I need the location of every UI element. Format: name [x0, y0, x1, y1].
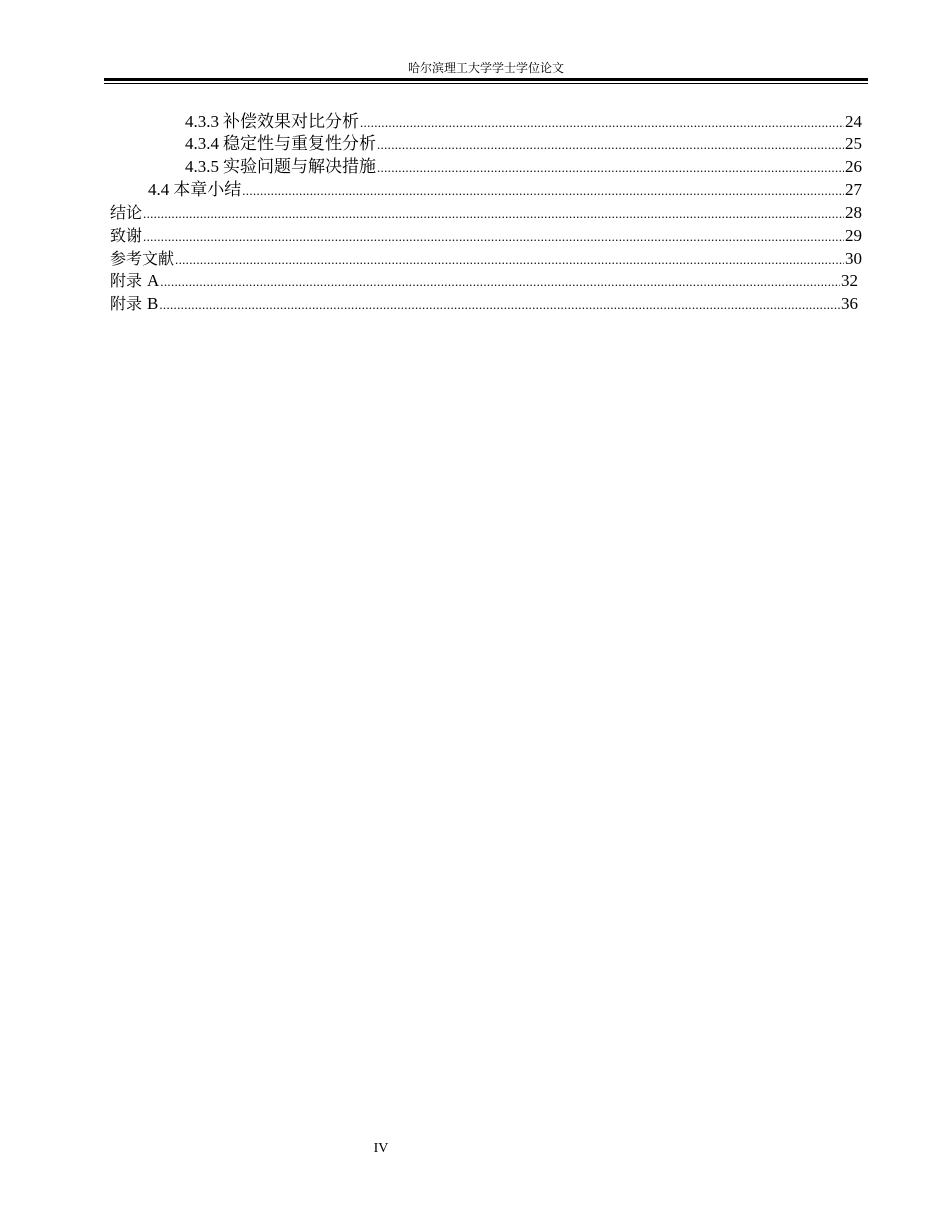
toc-entry-suffix: A — [147, 271, 160, 290]
toc-entry-appendix-b[interactable] — [110, 293, 858, 315]
toc-entry-page: 36 — [841, 294, 858, 313]
page-number: IV — [373, 1141, 389, 1156]
toc-entry-4-4[interactable] — [148, 179, 862, 201]
toc-entry-title: 补偿效果对比分析 — [223, 112, 359, 131]
toc-entry-title: 附录 — [110, 294, 143, 313]
dot-leader — [360, 112, 844, 134]
toc-entry-title: 稳定性与重复性分析 — [223, 134, 376, 153]
toc-entry-page: 28 — [845, 203, 862, 222]
toc-entry-title: 本章小结 — [173, 180, 242, 199]
header-rule — [104, 78, 868, 84]
toc-entry-title: 参考文献 — [110, 249, 175, 268]
dot-leader — [159, 294, 840, 316]
toc-entry-page: 24 — [845, 112, 862, 131]
toc-entry-4-3-4[interactable] — [185, 133, 862, 155]
dot-leader — [377, 157, 844, 179]
dot-leader — [377, 134, 844, 156]
toc-entry-page: 25 — [845, 134, 862, 153]
toc-entry-number: 4.3.5 — [185, 157, 219, 176]
toc-entry-page: 30 — [845, 249, 862, 268]
toc-entry-number: 4.3.3 — [185, 112, 219, 131]
toc-entry-conclusion[interactable] — [110, 202, 862, 224]
running-header: 哈尔滨理工大学学士学位论文 — [407, 61, 564, 75]
dot-leader — [143, 203, 844, 225]
toc-entry-title: 附录 — [110, 271, 143, 290]
toc-entry-page: 32 — [841, 271, 858, 290]
toc-entry-page: 29 — [845, 226, 862, 245]
toc-entry-references[interactable] — [110, 248, 862, 270]
dot-leader — [160, 271, 840, 293]
dot-leader — [143, 226, 844, 248]
dot-leader — [242, 180, 844, 202]
toc-entry-number: 4.4 — [148, 180, 170, 199]
toc-entry-title: 实验问题与解决措施 — [223, 157, 376, 176]
dot-leader — [175, 249, 844, 271]
toc-entry-page: 27 — [845, 180, 862, 199]
toc-entry-suffix: B — [147, 294, 159, 313]
toc-entry-4-3-3[interactable] — [185, 111, 862, 133]
toc-entry-4-3-5[interactable] — [185, 156, 862, 178]
toc-entry-appendix-a[interactable] — [110, 270, 858, 292]
toc-entry-title: 致谢 — [110, 226, 143, 245]
toc-entry-title: 结论 — [110, 203, 143, 222]
toc-entry-page: 26 — [845, 157, 862, 176]
toc-entry-acknowledgements[interactable] — [110, 225, 862, 247]
toc-entry-number: 4.3.4 — [185, 134, 219, 153]
